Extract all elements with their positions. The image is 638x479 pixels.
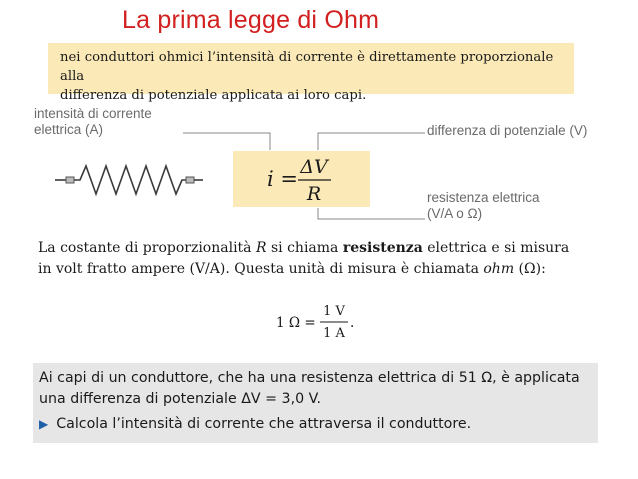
body-ohm-term: ohm bbox=[483, 261, 515, 277]
formula-denominator: R bbox=[306, 183, 322, 205]
exercise-box bbox=[33, 363, 598, 443]
bullet-triangle-icon: ▶ bbox=[39, 417, 49, 431]
body-text-1: La costante di proporzionalità bbox=[38, 240, 256, 256]
body-text-2: si chiama bbox=[266, 240, 343, 256]
exercise-task-text: Calcola l’intensità di corrente che attraversa il conduttore. bbox=[56, 416, 472, 432]
exercise-line-1: Ai capi di un conduttore, che ha una resistenza elettrica di 51 Ω, è applicata bbox=[39, 370, 580, 386]
potential-leader-line bbox=[318, 133, 425, 150]
resistance-leader-line bbox=[318, 208, 425, 219]
resistance-label-line-2: (V/A o Ω) bbox=[427, 206, 483, 221]
definition-line-2: differenza di potenziale applicata ai loro capi. bbox=[60, 88, 367, 103]
current-label: intensità di corrente elettrica (A) bbox=[34, 106, 152, 137]
unit-eq-lhs: 1 Ω = bbox=[276, 315, 316, 331]
current-leader-line bbox=[183, 133, 270, 150]
body-text-4: (Ω): bbox=[514, 261, 546, 277]
unit-eq-end: . bbox=[350, 315, 355, 331]
body-bold-term: resistenza bbox=[342, 240, 423, 256]
unit-equation bbox=[262, 298, 382, 346]
body-symbol-r: R bbox=[255, 240, 267, 256]
unit-eq-numerator: 1 V bbox=[323, 304, 345, 319]
definition-line-1: nei conduttori ohmici l’intensità di corrente è direttamente proporzionale alla bbox=[60, 50, 554, 84]
exercise-line-2: una differenza di potenziale ΔV = 3,0 V. bbox=[39, 391, 321, 407]
formula-lhs: i = bbox=[267, 167, 298, 191]
resistance-label bbox=[427, 190, 540, 222]
exercise-task bbox=[39, 414, 598, 435]
resistor-symbol-icon bbox=[55, 166, 203, 194]
resistance-label-line-1: resistenza elettrica bbox=[427, 190, 540, 205]
body-text-3: elettrica e si misura in volt fratto ampere (V/A). Questa unità di misura è chiamata bbox=[38, 240, 570, 277]
unit-eq-denominator: 1 A bbox=[323, 326, 345, 341]
body-paragraph bbox=[38, 238, 578, 280]
ohm-formula-box bbox=[233, 151, 370, 207]
formula-numerator: ΔV bbox=[300, 156, 328, 178]
potential-difference-label: differenza di potenziale (V) bbox=[427, 123, 588, 138]
page-title: La prima legge di Ohm bbox=[122, 6, 380, 34]
